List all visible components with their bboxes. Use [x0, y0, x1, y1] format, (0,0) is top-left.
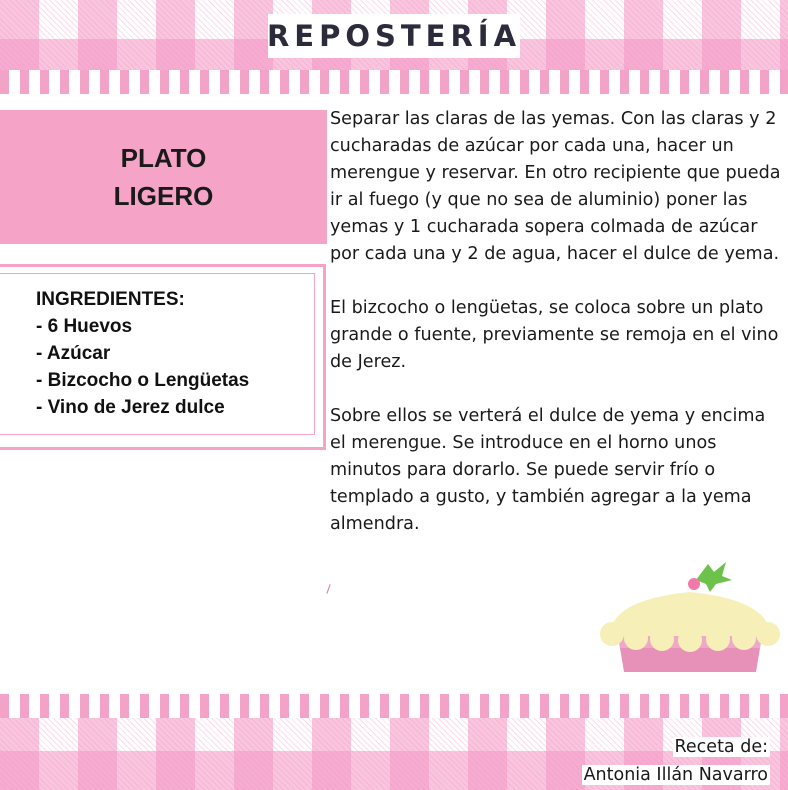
recipe-name-box — [0, 110, 327, 244]
ingredients-list — [36, 286, 249, 421]
instruction-paragraph: Sobre ellos se verterá el dulce de yema y encima el merengue. Se introduce en el horno unos minutos para dorarlo. Se puede servir frío o templado a gusto, y también agregar a la yema almendra. — [330, 406, 766, 534]
footer-stripe-border — [0, 694, 788, 718]
stray-mark — [326, 584, 330, 594]
instruction-paragraph: Separar las claras de las yemas. Con las claras y 2 cucharadas de azúcar por cada una, hacer un merengue y reservar. En otro recipiente que pueda ir al fuego (y que no sea de aluminio) poner las yemas y 1 cucharada sopera colmada de azúcar por cada una y 2 de agua, hacer el dulce de yema. — [330, 109, 781, 264]
ingredient-item: - Vino de Jerez dulce — [36, 397, 225, 418]
ingredients-heading: INGREDIENTES: — [36, 289, 185, 310]
recipe-instructions — [330, 106, 785, 565]
author-label: Receta de: — [674, 737, 768, 757]
cake-icon — [596, 558, 784, 678]
recipe-name-line2: LIGERO — [113, 181, 214, 211]
header-stripe-border — [0, 70, 788, 94]
ingredient-item: - Azúcar — [36, 343, 111, 364]
author-name: Antonia Illán Navarro — [583, 765, 768, 785]
instruction-paragraph: El bizcocho o lengüetas, se coloca sobre un plato grande o fuente, previamente se remoja en el vino de Jerez. — [330, 298, 779, 372]
recipe-name-line1: PLATO — [120, 143, 207, 173]
ingredient-item: - Bizcocho o Lengüetas — [36, 370, 250, 391]
ingredient-item: - 6 Huevos — [36, 316, 133, 337]
page-title-box — [268, 14, 520, 58]
author-credit — [582, 733, 770, 789]
page-title: REPOSTERÍA — [266, 19, 522, 53]
